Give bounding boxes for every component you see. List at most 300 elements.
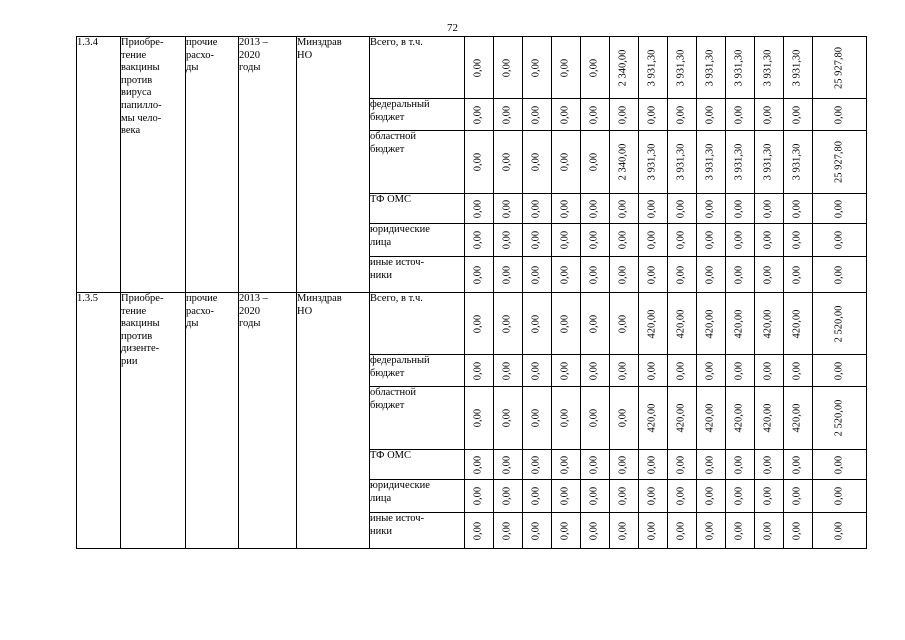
cell-value: 0,00 (762, 199, 774, 218)
cell-value: 0,00 (833, 486, 845, 506)
cell-value: 0,00 (675, 230, 687, 250)
value-cell (552, 224, 581, 257)
cell-value: 0,00 (762, 361, 774, 380)
cell-value: 0,00 (704, 486, 716, 506)
value-cell (581, 293, 610, 355)
value-cell (523, 450, 552, 480)
value-cell (523, 37, 552, 99)
cell-value: 0,00 (530, 455, 542, 474)
cell-value: 0,00 (833, 361, 845, 380)
value-cell (813, 194, 867, 224)
cell-value: 0,00 (704, 521, 716, 540)
value-cell (581, 131, 610, 194)
cell-value: 0,00 (588, 58, 600, 77)
value-cell (784, 293, 813, 355)
value-cell (755, 194, 784, 224)
value-cell (639, 37, 668, 99)
value-cell (581, 480, 610, 513)
cell-value: 2 520,00 (833, 305, 845, 342)
cell-value: 0,00 (501, 486, 513, 506)
value-cell (494, 194, 523, 224)
value-cell (494, 387, 523, 450)
value-cell (581, 257, 610, 293)
value-cell (668, 480, 697, 513)
cell-value: 3 931,30 (791, 143, 803, 181)
cell-value: 0,00 (588, 265, 600, 284)
value-cell (494, 131, 523, 194)
value-cell (494, 293, 523, 355)
value-cell (610, 293, 639, 355)
value-cell (523, 480, 552, 513)
value-cell (668, 224, 697, 257)
cell-value: 0,00 (501, 199, 513, 218)
value-cell (523, 224, 552, 257)
value-cell (813, 37, 867, 99)
value-cell (552, 450, 581, 480)
cell-value: 420,00 (704, 403, 716, 433)
cell-value: 0,00 (530, 521, 542, 540)
value-cell (610, 99, 639, 131)
cell-value: 420,00 (646, 309, 658, 338)
value-cell (697, 450, 726, 480)
cell-value: 0,00 (472, 455, 484, 474)
cell-value: 3 931,30 (646, 49, 658, 86)
value-cell (813, 355, 867, 387)
cell-value: 0,00 (501, 152, 513, 172)
cell-value: 0,00 (791, 199, 803, 218)
value-cell (726, 37, 755, 99)
value-cell (784, 387, 813, 450)
cell-value: 0,00 (559, 265, 571, 284)
cell-value: 0,00 (588, 455, 600, 474)
value-cell (668, 513, 697, 549)
value-cell (813, 224, 867, 257)
funding-source: ТФ ОМС (370, 194, 465, 224)
cell-value: 0,00 (791, 105, 803, 124)
value-cell (465, 293, 494, 355)
cell-value: 0,00 (617, 105, 629, 124)
cell-value: 0,00 (791, 455, 803, 474)
value-cell (465, 387, 494, 450)
value-cell (465, 37, 494, 99)
cell-value: 420,00 (762, 309, 774, 338)
cell-value: 0,00 (833, 455, 845, 474)
value-cell (494, 513, 523, 549)
value-cell (697, 194, 726, 224)
cell-value: 3 931,30 (791, 49, 803, 86)
cell-value: 0,00 (704, 455, 716, 474)
value-cell (494, 257, 523, 293)
cell-value: 0,00 (501, 408, 513, 428)
funding-source: ТФ ОМС (370, 450, 465, 480)
value-cell (755, 513, 784, 549)
cell-value: 0,00 (646, 521, 658, 540)
cell-value: 0,00 (530, 199, 542, 218)
value-cell (784, 99, 813, 131)
cell-value: 0,00 (472, 361, 484, 380)
cell-value: 0,00 (559, 199, 571, 218)
cell-value: 0,00 (675, 105, 687, 124)
cell-value: 0,00 (530, 105, 542, 124)
funding-source: областной бюджет (370, 131, 465, 194)
value-cell (581, 355, 610, 387)
cell-value: 0,00 (559, 105, 571, 124)
cell-value: 0,00 (588, 152, 600, 172)
value-cell (726, 355, 755, 387)
cell-value: 0,00 (530, 314, 542, 333)
value-cell (755, 450, 784, 480)
value-cell (523, 355, 552, 387)
cell-value: 420,00 (733, 309, 745, 338)
value-cell (813, 480, 867, 513)
cell-value: 0,00 (617, 199, 629, 218)
cell-value: 0,00 (472, 521, 484, 540)
cell-value: 0,00 (675, 265, 687, 284)
item-code: 1.3.4 (77, 37, 121, 293)
value-cell (581, 513, 610, 549)
cell-value: 0,00 (733, 521, 745, 540)
value-cell (523, 513, 552, 549)
cell-value: 0,00 (617, 408, 629, 428)
value-cell (784, 513, 813, 549)
value-cell (813, 387, 867, 450)
cell-value: 25 927,80 (833, 141, 845, 183)
cell-value: 0,00 (791, 230, 803, 250)
cell-value: 0,00 (559, 486, 571, 506)
cell-value: 0,00 (646, 361, 658, 380)
cell-value: 0,00 (530, 152, 542, 172)
value-cell (465, 224, 494, 257)
cell-value: 25 927,80 (833, 46, 845, 89)
value-cell (610, 513, 639, 549)
cell-value: 3 931,30 (646, 143, 658, 181)
value-cell (668, 99, 697, 131)
value-cell (726, 450, 755, 480)
value-cell (494, 450, 523, 480)
item-period: 2013 – 2020 годы (239, 293, 297, 549)
cell-value: 0,00 (733, 230, 745, 250)
value-cell (639, 513, 668, 549)
cell-value: 0,00 (704, 105, 716, 124)
cell-value: 0,00 (501, 521, 513, 540)
value-cell (581, 37, 610, 99)
value-cell (523, 194, 552, 224)
value-cell (668, 37, 697, 99)
value-cell (668, 387, 697, 450)
value-cell (552, 480, 581, 513)
value-cell (784, 480, 813, 513)
cell-value: 0,00 (501, 455, 513, 474)
cell-value: 0,00 (472, 199, 484, 218)
value-cell (552, 257, 581, 293)
cell-value: 0,00 (588, 361, 600, 380)
cell-value: 0,00 (646, 199, 658, 218)
value-cell (755, 99, 784, 131)
cell-value: 0,00 (733, 105, 745, 124)
cell-value: 0,00 (530, 265, 542, 284)
value-cell (610, 355, 639, 387)
cell-value: 0,00 (704, 265, 716, 284)
cell-value: 0,00 (617, 486, 629, 506)
cell-value: 0,00 (588, 521, 600, 540)
cell-value: 0,00 (530, 361, 542, 380)
value-cell (581, 224, 610, 257)
cell-value: 420,00 (675, 309, 687, 338)
value-cell (755, 355, 784, 387)
value-cell (697, 131, 726, 194)
item-name: Приобре- тение вакцины против вируса папилло- мы чело- века (121, 37, 186, 293)
value-cell (755, 293, 784, 355)
cell-value: 0,00 (617, 455, 629, 474)
value-cell (610, 257, 639, 293)
value-cell (755, 37, 784, 99)
value-cell (726, 257, 755, 293)
value-cell (668, 194, 697, 224)
value-cell (523, 257, 552, 293)
value-cell (668, 293, 697, 355)
cell-value: 0,00 (472, 314, 484, 333)
value-cell (639, 387, 668, 450)
cell-value: 0,00 (791, 265, 803, 284)
cell-value: 3 931,30 (733, 143, 745, 181)
cell-value: 0,00 (530, 58, 542, 77)
cell-value: 0,00 (704, 199, 716, 218)
value-cell (523, 387, 552, 450)
cell-value: 0,00 (675, 455, 687, 474)
value-cell (523, 293, 552, 355)
cell-value: 0,00 (833, 230, 845, 250)
value-cell (784, 37, 813, 99)
cell-value: 0,00 (559, 455, 571, 474)
value-cell (639, 293, 668, 355)
value-cell (523, 99, 552, 131)
cell-value: 0,00 (833, 265, 845, 284)
value-cell (552, 131, 581, 194)
value-cell (697, 99, 726, 131)
value-cell (726, 293, 755, 355)
value-cell (813, 131, 867, 194)
cell-value: 0,00 (472, 486, 484, 506)
cell-value: 0,00 (559, 58, 571, 77)
cell-value: 0,00 (588, 199, 600, 218)
cell-value: 0,00 (733, 265, 745, 284)
value-cell (494, 480, 523, 513)
cell-value: 3 931,30 (762, 49, 774, 86)
cell-value: 0,00 (530, 230, 542, 250)
cell-value: 0,00 (472, 408, 484, 428)
page-number: 72 (447, 22, 458, 34)
cell-value: 0,00 (588, 314, 600, 333)
funding-source: областной бюджет (370, 387, 465, 450)
cell-value: 3 931,30 (733, 49, 745, 86)
cell-value: 2 520,00 (833, 399, 845, 437)
value-cell (610, 387, 639, 450)
value-cell (726, 224, 755, 257)
cell-value: 0,00 (675, 361, 687, 380)
cell-value: 0,00 (472, 58, 484, 77)
value-cell (610, 37, 639, 99)
value-cell (639, 131, 668, 194)
cell-value: 420,00 (704, 309, 716, 338)
cell-value: 0,00 (762, 455, 774, 474)
value-cell (639, 355, 668, 387)
value-cell (755, 224, 784, 257)
funding-source: федеральный бюджет (370, 355, 465, 387)
cell-value: 0,00 (762, 521, 774, 540)
value-cell (784, 224, 813, 257)
cell-value: 420,00 (791, 309, 803, 338)
cell-value: 420,00 (762, 403, 774, 433)
cell-value: 0,00 (791, 361, 803, 380)
cell-value: 0,00 (675, 521, 687, 540)
cell-value: 0,00 (588, 408, 600, 428)
value-cell (668, 450, 697, 480)
value-cell (465, 480, 494, 513)
cell-value: 2 340,00 (617, 143, 629, 181)
table-row (77, 293, 867, 355)
cell-value: 0,00 (559, 314, 571, 333)
value-cell (726, 99, 755, 131)
value-cell (610, 194, 639, 224)
item-expense-type: прочие расхо- ды (186, 293, 239, 549)
cell-value: 0,00 (791, 486, 803, 506)
value-cell (610, 480, 639, 513)
cell-value: 0,00 (501, 314, 513, 333)
value-cell (668, 355, 697, 387)
funding-source: юридические лица (370, 224, 465, 257)
value-cell (813, 99, 867, 131)
cell-value: 0,00 (733, 199, 745, 218)
value-cell (552, 194, 581, 224)
value-cell (465, 194, 494, 224)
item-expense-type: прочие расхо- ды (186, 37, 239, 293)
cell-value: 0,00 (617, 265, 629, 284)
cell-value: 0,00 (617, 230, 629, 250)
value-cell (726, 387, 755, 450)
table-row (77, 37, 867, 99)
value-cell (813, 293, 867, 355)
value-cell (552, 293, 581, 355)
value-cell (639, 194, 668, 224)
cell-value: 0,00 (501, 105, 513, 124)
cell-value: 0,00 (617, 314, 629, 333)
cell-value: 0,00 (530, 408, 542, 428)
cell-value: 0,00 (646, 230, 658, 250)
value-cell (494, 99, 523, 131)
value-cell (755, 480, 784, 513)
cell-value: 0,00 (833, 105, 845, 124)
value-cell (523, 131, 552, 194)
cell-value: 0,00 (559, 230, 571, 250)
cell-value: 0,00 (704, 361, 716, 380)
value-cell (755, 257, 784, 293)
value-cell (639, 99, 668, 131)
cell-value: 0,00 (704, 230, 716, 250)
value-cell (552, 355, 581, 387)
cell-value: 0,00 (559, 152, 571, 172)
cell-value: 0,00 (833, 199, 845, 218)
value-cell (552, 387, 581, 450)
value-cell (668, 257, 697, 293)
cell-value: 0,00 (646, 105, 658, 124)
cell-value: 0,00 (501, 361, 513, 380)
value-cell (726, 194, 755, 224)
funding-source: юридические лица (370, 480, 465, 513)
value-cell (813, 450, 867, 480)
value-cell (784, 194, 813, 224)
budget-table (76, 36, 867, 549)
value-cell (465, 355, 494, 387)
value-cell (494, 355, 523, 387)
cell-value: 0,00 (617, 521, 629, 540)
value-cell (610, 224, 639, 257)
value-cell (552, 99, 581, 131)
value-cell (755, 387, 784, 450)
cell-value: 420,00 (646, 403, 658, 433)
cell-value: 0,00 (501, 265, 513, 284)
value-cell (465, 99, 494, 131)
cell-value: 3 931,30 (704, 143, 716, 181)
value-cell (813, 257, 867, 293)
funding-source: иные источ- ники (370, 257, 465, 293)
cell-value: 0,00 (501, 58, 513, 77)
value-cell (697, 257, 726, 293)
value-cell (639, 450, 668, 480)
item-executor: Минздрав НО (297, 293, 370, 549)
value-cell (639, 480, 668, 513)
cell-value: 2 340,00 (617, 49, 629, 86)
value-cell (465, 131, 494, 194)
cell-value: 0,00 (559, 521, 571, 540)
cell-value: 0,00 (733, 361, 745, 380)
cell-value: 420,00 (675, 403, 687, 433)
cell-value: 0,00 (588, 230, 600, 250)
value-cell (697, 355, 726, 387)
cell-value: 0,00 (646, 455, 658, 474)
value-cell (465, 257, 494, 293)
cell-value: 0,00 (501, 230, 513, 250)
item-code: 1.3.5 (77, 293, 121, 549)
value-cell (726, 131, 755, 194)
cell-value: 420,00 (733, 403, 745, 433)
value-cell (697, 387, 726, 450)
cell-value: 0,00 (472, 105, 484, 124)
cell-value: 420,00 (791, 403, 803, 433)
item-name: Приобре- тение вакцины против дизенте- рии (121, 293, 186, 549)
item-period: 2013 – 2020 годы (239, 37, 297, 293)
value-cell (581, 450, 610, 480)
cell-value: 0,00 (762, 230, 774, 250)
value-cell (784, 355, 813, 387)
funding-source: Всего, в т.ч. (370, 37, 465, 99)
value-cell (610, 450, 639, 480)
cell-value: 0,00 (559, 361, 571, 380)
value-cell (697, 480, 726, 513)
cell-value: 0,00 (472, 152, 484, 172)
cell-value: 0,00 (559, 408, 571, 428)
cell-value: 0,00 (733, 486, 745, 506)
cell-value: 0,00 (617, 361, 629, 380)
value-cell (697, 37, 726, 99)
cell-value: 0,00 (733, 455, 745, 474)
value-cell (465, 450, 494, 480)
value-cell (668, 131, 697, 194)
value-cell (494, 224, 523, 257)
cell-value: 0,00 (791, 521, 803, 540)
value-cell (726, 513, 755, 549)
value-cell (639, 257, 668, 293)
value-cell (494, 37, 523, 99)
